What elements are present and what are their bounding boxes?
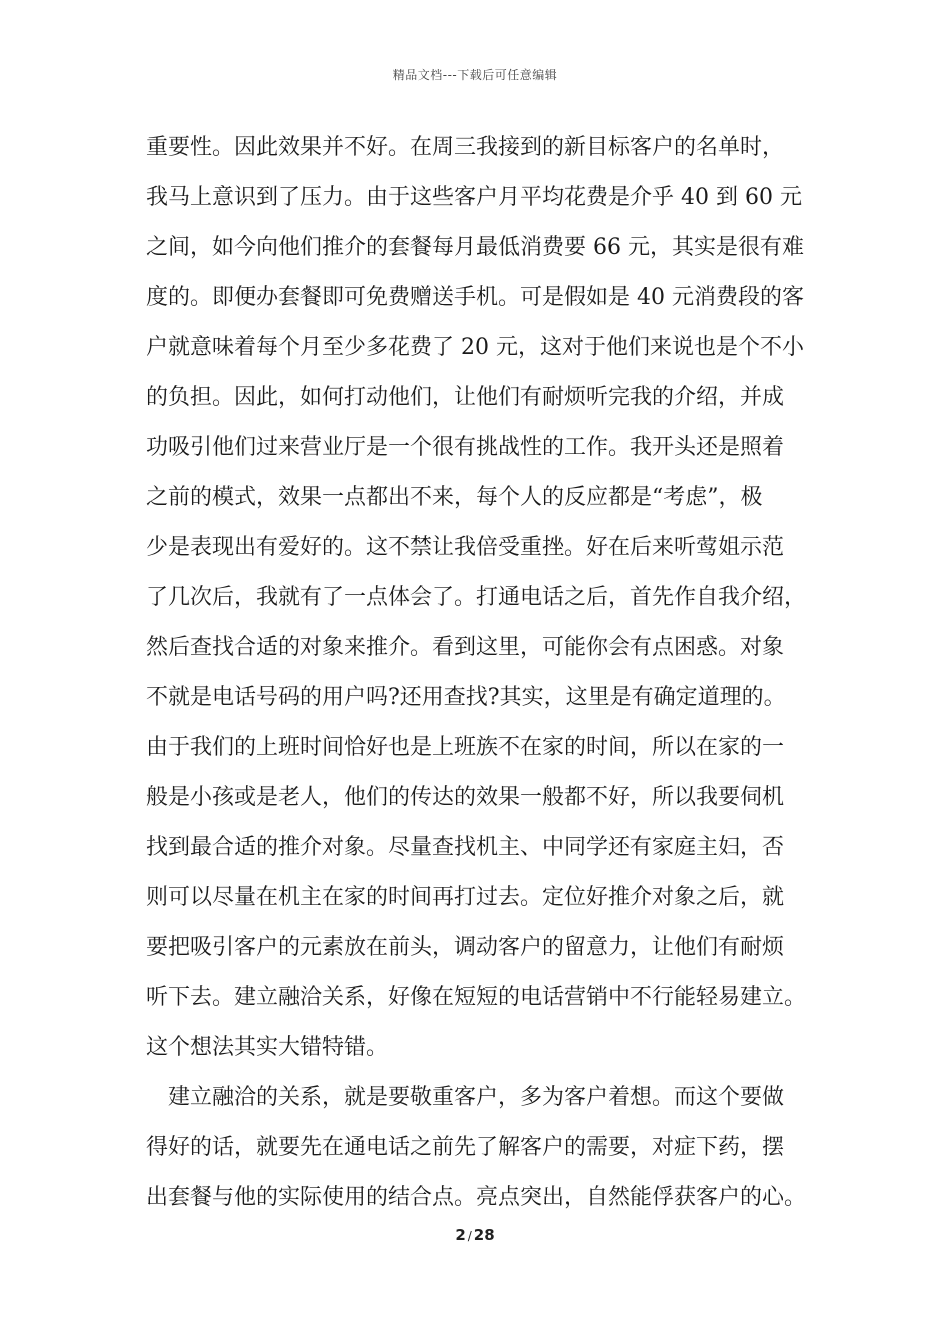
text-line: 不就是电话号码的用户吗?还用查找?其实，这里是有确定道理的。	[146, 685, 786, 710]
text-line: 般是小孩或是老人，他们的传达的效果一般都不好，所以我要伺机	[146, 785, 785, 810]
page-separator: /	[467, 1229, 472, 1243]
text-line: 由于我们的上班时间恰好也是上班族不在家的时间，所以在家的一	[146, 735, 785, 760]
page-header	[0, 66, 950, 83]
text-line: 少是表现出有爱好的。这不禁让我倍受重挫。好在后来听莺姐示范	[146, 535, 785, 560]
text-line: 之间，如今向他们推介的套餐每月最低消费要 66 元，其实是很有难	[146, 235, 804, 260]
paragraph-start-line: 建立融洽的关系，就是要敬重客户，多为客户着想。而这个要做	[168, 1085, 785, 1110]
text-line: 听下去。建立融洽关系，好像在短短的电话营销中不行能轻易建立。	[146, 985, 807, 1010]
text-line: 得好的话，就要先在通电话之前先了解客户的需要，对症下药，摆	[146, 1135, 785, 1160]
text-line: 我马上意识到了压力。由于这些客户月平均花费是介乎 40 到 60 元	[146, 185, 802, 210]
header-text: 精品文档---下载后可任意编辑	[392, 68, 558, 82]
text-line: 户就意味着每个月至少多花费了 20 元，这对于他们来说也是个不小	[146, 335, 804, 360]
current-page: 2	[455, 1226, 466, 1244]
text-line: 度的。即便办套餐即可免费赠送手机。可是假如是 40 元消费段的客	[146, 285, 804, 310]
text-line: 然后查找合适的对象来推介。看到这里，可能你会有点困惑。对象	[146, 635, 785, 660]
text-line: 了几次后，我就有了一点体会了。打通电话之后，首先作自我介绍，	[146, 585, 807, 610]
text-line: 出套餐与他的实际使用的结合点。亮点突出，自然能俘获客户的心。	[146, 1185, 807, 1210]
text-line: 这个想法其实大错特错。	[146, 1035, 389, 1060]
body-text	[146, 128, 826, 1228]
text-line: 的负担。因此，如何打动他们，让他们有耐烦听完我的介绍，并成	[146, 385, 785, 410]
text-line: 之前的模式，效果一点都出不来，每个人的反应都是“考虑”，极	[146, 485, 763, 510]
text-line: 要把吸引客户的元素放在前头，调动客户的留意力，让他们有耐烦	[146, 935, 785, 960]
total-pages: 28	[473, 1226, 495, 1244]
text-line: 重要性。因此效果并不好。在周三我接到的新目标客户的名单时，	[146, 135, 785, 160]
text-line: 找到最合适的推介对象。尽量查找机主、中同学还有家庭主妇，否	[146, 835, 785, 860]
page-number	[0, 1226, 950, 1244]
text-line: 则可以尽量在机主在家的时间再打过去。定位好推介对象之后，就	[146, 885, 785, 910]
text-line: 功吸引他们过来营业厅是一个很有挑战性的工作。我开头还是照着	[146, 435, 785, 460]
